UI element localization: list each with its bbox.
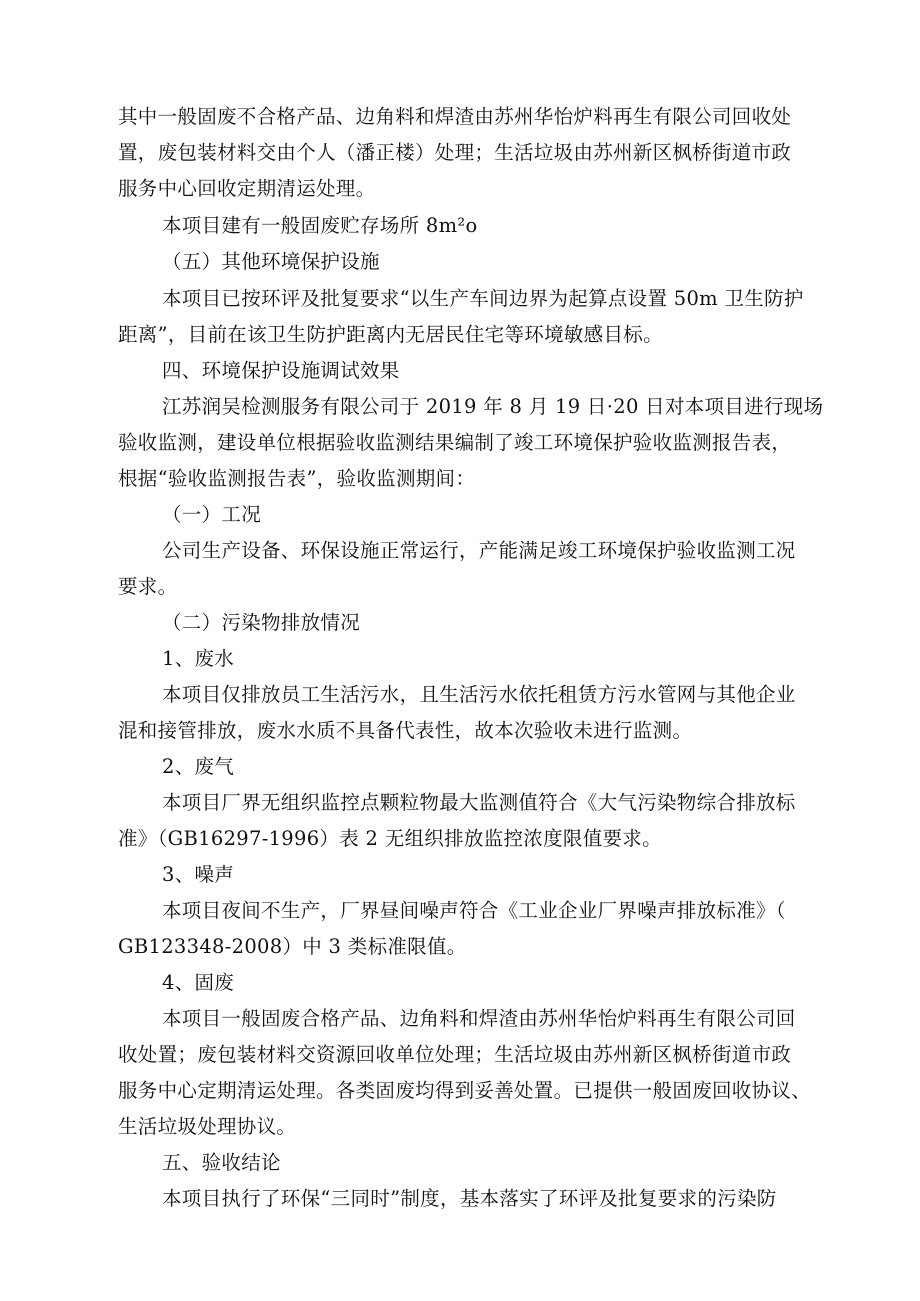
paragraph-line: 距离”，目前在该卫生防护距离内无居民住宅等环境敏感目标。 bbox=[118, 323, 663, 346]
paragraph-line: 本项目执行了环保“三同时”制度，基本落实了环评及批复要求的污染防 bbox=[162, 1187, 777, 1210]
section-heading: 五、验收结论 bbox=[162, 1151, 281, 1174]
paragraph-line: 本项目建有一般固废贮存场所 8m²o bbox=[162, 214, 478, 237]
paragraph-line: 服务中心回收定期清运处理。 bbox=[118, 177, 376, 200]
paragraph-line: 本项目仅排放员工生活污水，且生活污水依托租赁方污水管网与其他企业 bbox=[162, 683, 796, 706]
paragraph-line: 生活垃圾处理协议。 bbox=[118, 1115, 297, 1138]
paragraph-line: 收处置；废包装材料交资源回收单位处理；生活垃圾由苏州新区枫桥街道市政 bbox=[118, 1043, 792, 1066]
section-heading: 4、固废 bbox=[162, 971, 235, 994]
paragraph-line: 公司生产设备、环保设施正常运行，产能满足竣工环境保护验收监测工况 bbox=[162, 539, 796, 562]
section-heading: 2、废气 bbox=[162, 755, 235, 778]
section-heading: （二）污染物排放情况 bbox=[162, 611, 361, 634]
paragraph-line: 服务中心定期清运处理。各类固废均得到妥善处置。已提供一般固废回收协议、 bbox=[118, 1079, 812, 1102]
paragraph-line: 本项目厂界无组织监控点颗粒物最大监测值符合《大气污染物综合排放标 bbox=[162, 791, 796, 814]
section-heading: （五）其他环境保护设施 bbox=[162, 250, 380, 273]
paragraph-line: 要求。 bbox=[118, 575, 178, 598]
paragraph-line: 混和接管排放，废水水质不具备代表性，故本次验收未进行监测。 bbox=[118, 719, 693, 742]
paragraph-line: 本项目夜间不生产，厂界昼间噪声符合《工业企业厂界噪声排放标准》（ bbox=[162, 899, 786, 922]
paragraph-line: 准》（GB16297-1996）表 2 无组织排放监控浓度限值要求。 bbox=[118, 827, 662, 850]
paragraph-line: 置，废包装材料交由个人（潘正楼）处理；生活垃圾由苏州新区枫桥街道市政 bbox=[118, 141, 792, 164]
section-heading: 3、噪声 bbox=[162, 863, 235, 886]
paragraph-line: GB123348-2008）中 3 类标准限值。 bbox=[118, 935, 467, 958]
section-heading: 四、环境保护设施调试效果 bbox=[162, 359, 400, 382]
section-heading: 1、废水 bbox=[162, 647, 235, 670]
paragraph-line: 其中一般固废不合格产品、边角料和焊渣由苏州华怡炉料再生有限公司回收处 bbox=[118, 105, 792, 128]
paragraph-line: 验收监测，建设单位根据验收监测结果编制了竣工环境保护验收监测报告表， bbox=[118, 431, 792, 454]
paragraph-line: 根据“验收监测报告表”，验收监测期间： bbox=[118, 467, 476, 490]
paragraph-line: 江苏润吴检测服务有限公司于 2019 年 8 月 19 日·20 日对本项目进行现场 bbox=[162, 395, 824, 418]
paragraph-line: 本项目一般固废合格产品、边角料和焊渣由苏州华怡炉料再生有限公司回 bbox=[162, 1007, 796, 1030]
paragraph-line: 本项目已按环评及批复要求“以生产车间边界为起算点设置 50m 卫生防护 bbox=[162, 287, 804, 310]
section-heading: （一）工况 bbox=[162, 503, 262, 526]
